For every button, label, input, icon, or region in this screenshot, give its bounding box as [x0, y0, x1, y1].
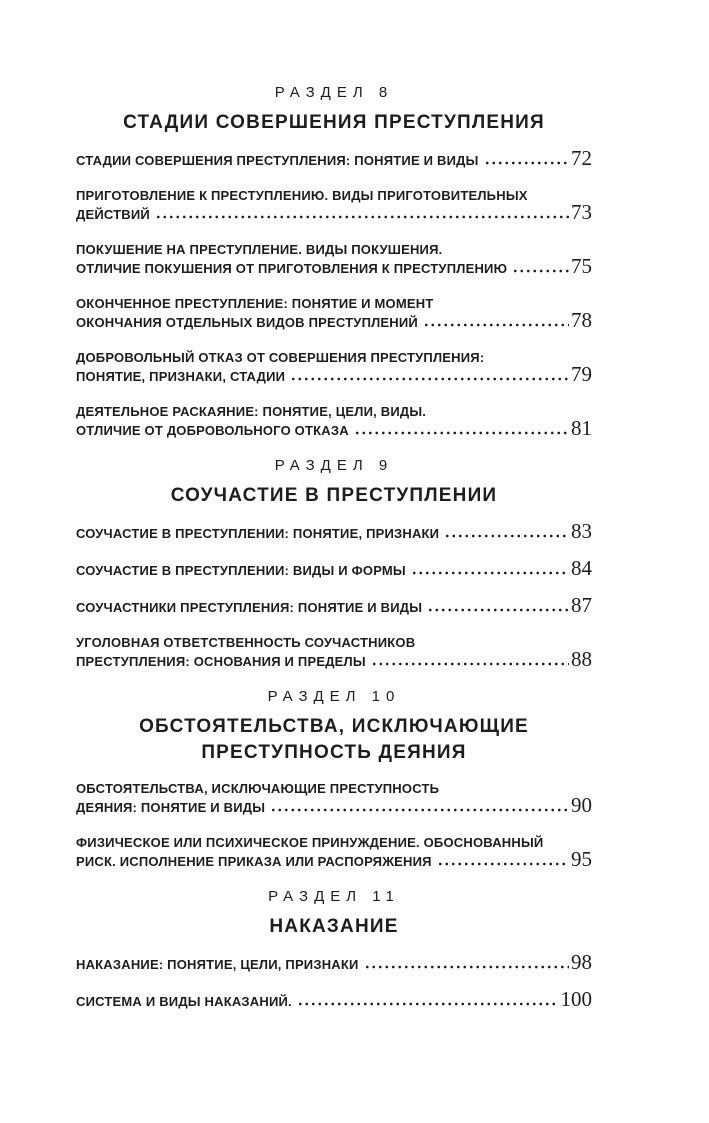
dot-leader-icon [444, 534, 569, 538]
toc-entry-text: ДЕЯНИЯ: ПОНЯТИЕ И ВИДЫ [76, 800, 266, 815]
section-title [76, 110, 592, 136]
toc-entry [76, 403, 592, 439]
toc-entry [76, 780, 592, 816]
toc-entry-row [76, 200, 592, 224]
toc-page-number: 79 [571, 362, 592, 386]
toc-entry-row [76, 593, 592, 617]
toc-page-number: 75 [571, 254, 592, 278]
toc-entry-text: ДОБРОВОЛЬНЫЙ ОТКАЗ ОТ СОВЕРШЕНИЯ ПРЕСТУПЛЕНИЯ: [76, 350, 485, 365]
toc-entry [76, 834, 592, 870]
toc-entry-text: СОУЧАСТНИКИ ПРЕСТУПЛЕНИЯ: ПОНЯТИЕ И ВИДЫ [76, 600, 423, 615]
toc-section [76, 457, 592, 670]
toc-entry-row [76, 987, 592, 1011]
toc-entry-text: ОТЛИЧИЕ ПОКУШЕНИЯ ОТ ПРИГОТОВЛЕНИЯ К ПРЕСТУПЛЕНИЮ [76, 261, 508, 276]
toc-entry-text: ПРЕСТУПЛЕНИЯ: ОСНОВАНИЯ И ПРЕДЕЛЫ [76, 654, 366, 669]
toc-page-number: 83 [571, 519, 592, 543]
toc-entry-row [76, 950, 592, 974]
toc-entry-text: ОКОНЧЕННОЕ ПРЕСТУПЛЕНИЕ: ПОНЯТИЕ И МОМЕНТ [76, 296, 434, 311]
toc-page-number: 98 [571, 950, 592, 974]
toc-entry-row [76, 647, 592, 671]
toc-entry [76, 556, 592, 580]
section-kicker: РАЗДЕЛ 9 [274, 457, 394, 474]
toc-entry [76, 987, 592, 1011]
toc-entry-text: РИСК. ИСПОЛНЕНИЕ ПРИКАЗА ИЛИ РАСПОРЯЖЕНИЯ [76, 854, 432, 869]
section-title-line: ПРЕСТУПНОСТЬ ДЕЯНИЯ [201, 742, 467, 763]
toc-entry-text: ОКОНЧАНИЯ ОТДЕЛЬНЫХ ВИДОВ ПРЕСТУПЛЕНИЙ [76, 315, 418, 330]
toc-page-number: 81 [571, 416, 592, 440]
toc-entry-text: ОТЛИЧИЕ ОТ ДОБРОВОЛЬНОГО ОТКАЗА [76, 423, 349, 438]
toc-entry-row [76, 847, 592, 871]
toc-entry-row [76, 146, 592, 170]
toc-entry-text: СОУЧАСТИЕ В ПРЕСТУПЛЕНИИ: ПОНЯТИЕ, ПРИЗНАКИ [76, 526, 440, 541]
dot-leader-icon [512, 269, 569, 273]
dot-leader-icon [484, 161, 569, 165]
toc-entry-text: ПОКУШЕНИЕ НА ПРЕСТУПЛЕНИЕ. ВИДЫ ПОКУШЕНИЯ. [76, 242, 443, 257]
dot-leader-icon [297, 1002, 559, 1006]
toc-entry-row [76, 254, 592, 278]
toc-page-number: 73 [571, 200, 592, 224]
toc-entry-row [76, 362, 592, 386]
dot-leader-icon [427, 608, 569, 612]
toc-entry-row [76, 519, 592, 543]
section-title-line: ОБСТОЯТЕЛЬСТВА, ИСКЛЮЧАЮЩИЕ [139, 716, 529, 737]
toc-entry-text: СИСТЕМА И ВИДЫ НАКАЗАНИЙ. [76, 994, 292, 1009]
dot-leader-icon [354, 431, 569, 435]
toc-entry-text: ДЕЙСТВИЙ [76, 207, 150, 222]
toc-entry-text: ДЕЯТЕЛЬНОЕ РАСКАЯНИЕ: ПОНЯТИЕ, ЦЕЛИ, ВИДЫ. [76, 404, 427, 419]
section-kicker: РАЗДЕЛ 10 [267, 688, 401, 705]
section-title [76, 914, 592, 940]
toc-entry-text: ПРИГОТОВЛЕНИЕ К ПРЕСТУПЛЕНИЮ. ВИДЫ ПРИГОТОВИТЕЛЬНЫХ [76, 188, 528, 203]
toc-page-number: 72 [571, 146, 592, 170]
toc-section [76, 84, 592, 439]
dot-leader-icon [437, 862, 569, 866]
section-kicker: РАЗДЕЛ 8 [274, 84, 394, 101]
section-title-line: СТАДИИ СОВЕРШЕНИЯ ПРЕСТУПЛЕНИЯ [123, 112, 545, 133]
toc-page-number: 87 [571, 593, 592, 617]
toc-entry-row [76, 556, 592, 580]
toc-page-number: 100 [560, 987, 592, 1011]
toc-entry-text: ОБСТОЯТЕЛЬСТВА, ИСКЛЮЧАЮЩИЕ ПРЕСТУПНОСТЬ [76, 781, 440, 796]
dot-leader-icon [155, 215, 569, 219]
toc-entry-text: УГОЛОВНАЯ ОТВЕТСТВЕННОСТЬ СОУЧАСТНИКОВ [76, 635, 416, 650]
toc-page-number: 84 [571, 556, 592, 580]
section-title [76, 483, 592, 509]
toc-section [76, 688, 592, 870]
toc-entry [76, 295, 592, 331]
toc-entry [76, 634, 592, 670]
toc-entry [76, 950, 592, 974]
toc-entry [76, 187, 592, 223]
toc-entry [76, 519, 592, 543]
section-title-line: СОУЧАСТИЕ В ПРЕСТУПЛЕНИИ [170, 485, 498, 506]
toc-page-number: 88 [571, 647, 592, 671]
dot-leader-icon [364, 965, 569, 969]
toc-entry-text: СОУЧАСТИЕ В ПРЕСТУПЛЕНИИ: ВИДЫ И ФОРМЫ [76, 563, 406, 578]
toc-entry [76, 146, 592, 170]
dot-leader-icon [270, 808, 569, 812]
toc-entry [76, 593, 592, 617]
toc-entry-text: СТАДИИ СОВЕРШЕНИЯ ПРЕСТУПЛЕНИЯ: ПОНЯТИЕ И ВИДЫ [76, 153, 479, 168]
toc-entry-row [76, 793, 592, 817]
section-title [76, 714, 592, 766]
toc-entry-row [76, 416, 592, 440]
toc-page-number: 90 [571, 793, 592, 817]
toc-entry-text: НАКАЗАНИЕ: ПОНЯТИЕ, ЦЕЛИ, ПРИЗНАКИ [76, 957, 359, 972]
dot-leader-icon [290, 377, 569, 381]
toc-section [76, 888, 592, 1010]
section-kicker: РАЗДЕЛ 11 [268, 888, 400, 905]
toc-entry-row [76, 308, 592, 332]
toc-entry [76, 241, 592, 277]
toc-page-number: 78 [571, 308, 592, 332]
dot-leader-icon [411, 571, 569, 575]
toc-entry [76, 349, 592, 385]
toc-page-number: 95 [571, 847, 592, 871]
toc-entry-text: ПОНЯТИЕ, ПРИЗНАКИ, СТАДИИ [76, 369, 286, 384]
dot-leader-icon [423, 323, 569, 327]
dot-leader-icon [371, 662, 569, 666]
toc-entry-text: ФИЗИЧЕСКОЕ ИЛИ ПСИХИЧЕСКОЕ ПРИНУЖДЕНИЕ. ОБОСНОВАННЫЙ [76, 835, 544, 850]
section-title-line: НАКАЗАНИЕ [269, 916, 399, 937]
